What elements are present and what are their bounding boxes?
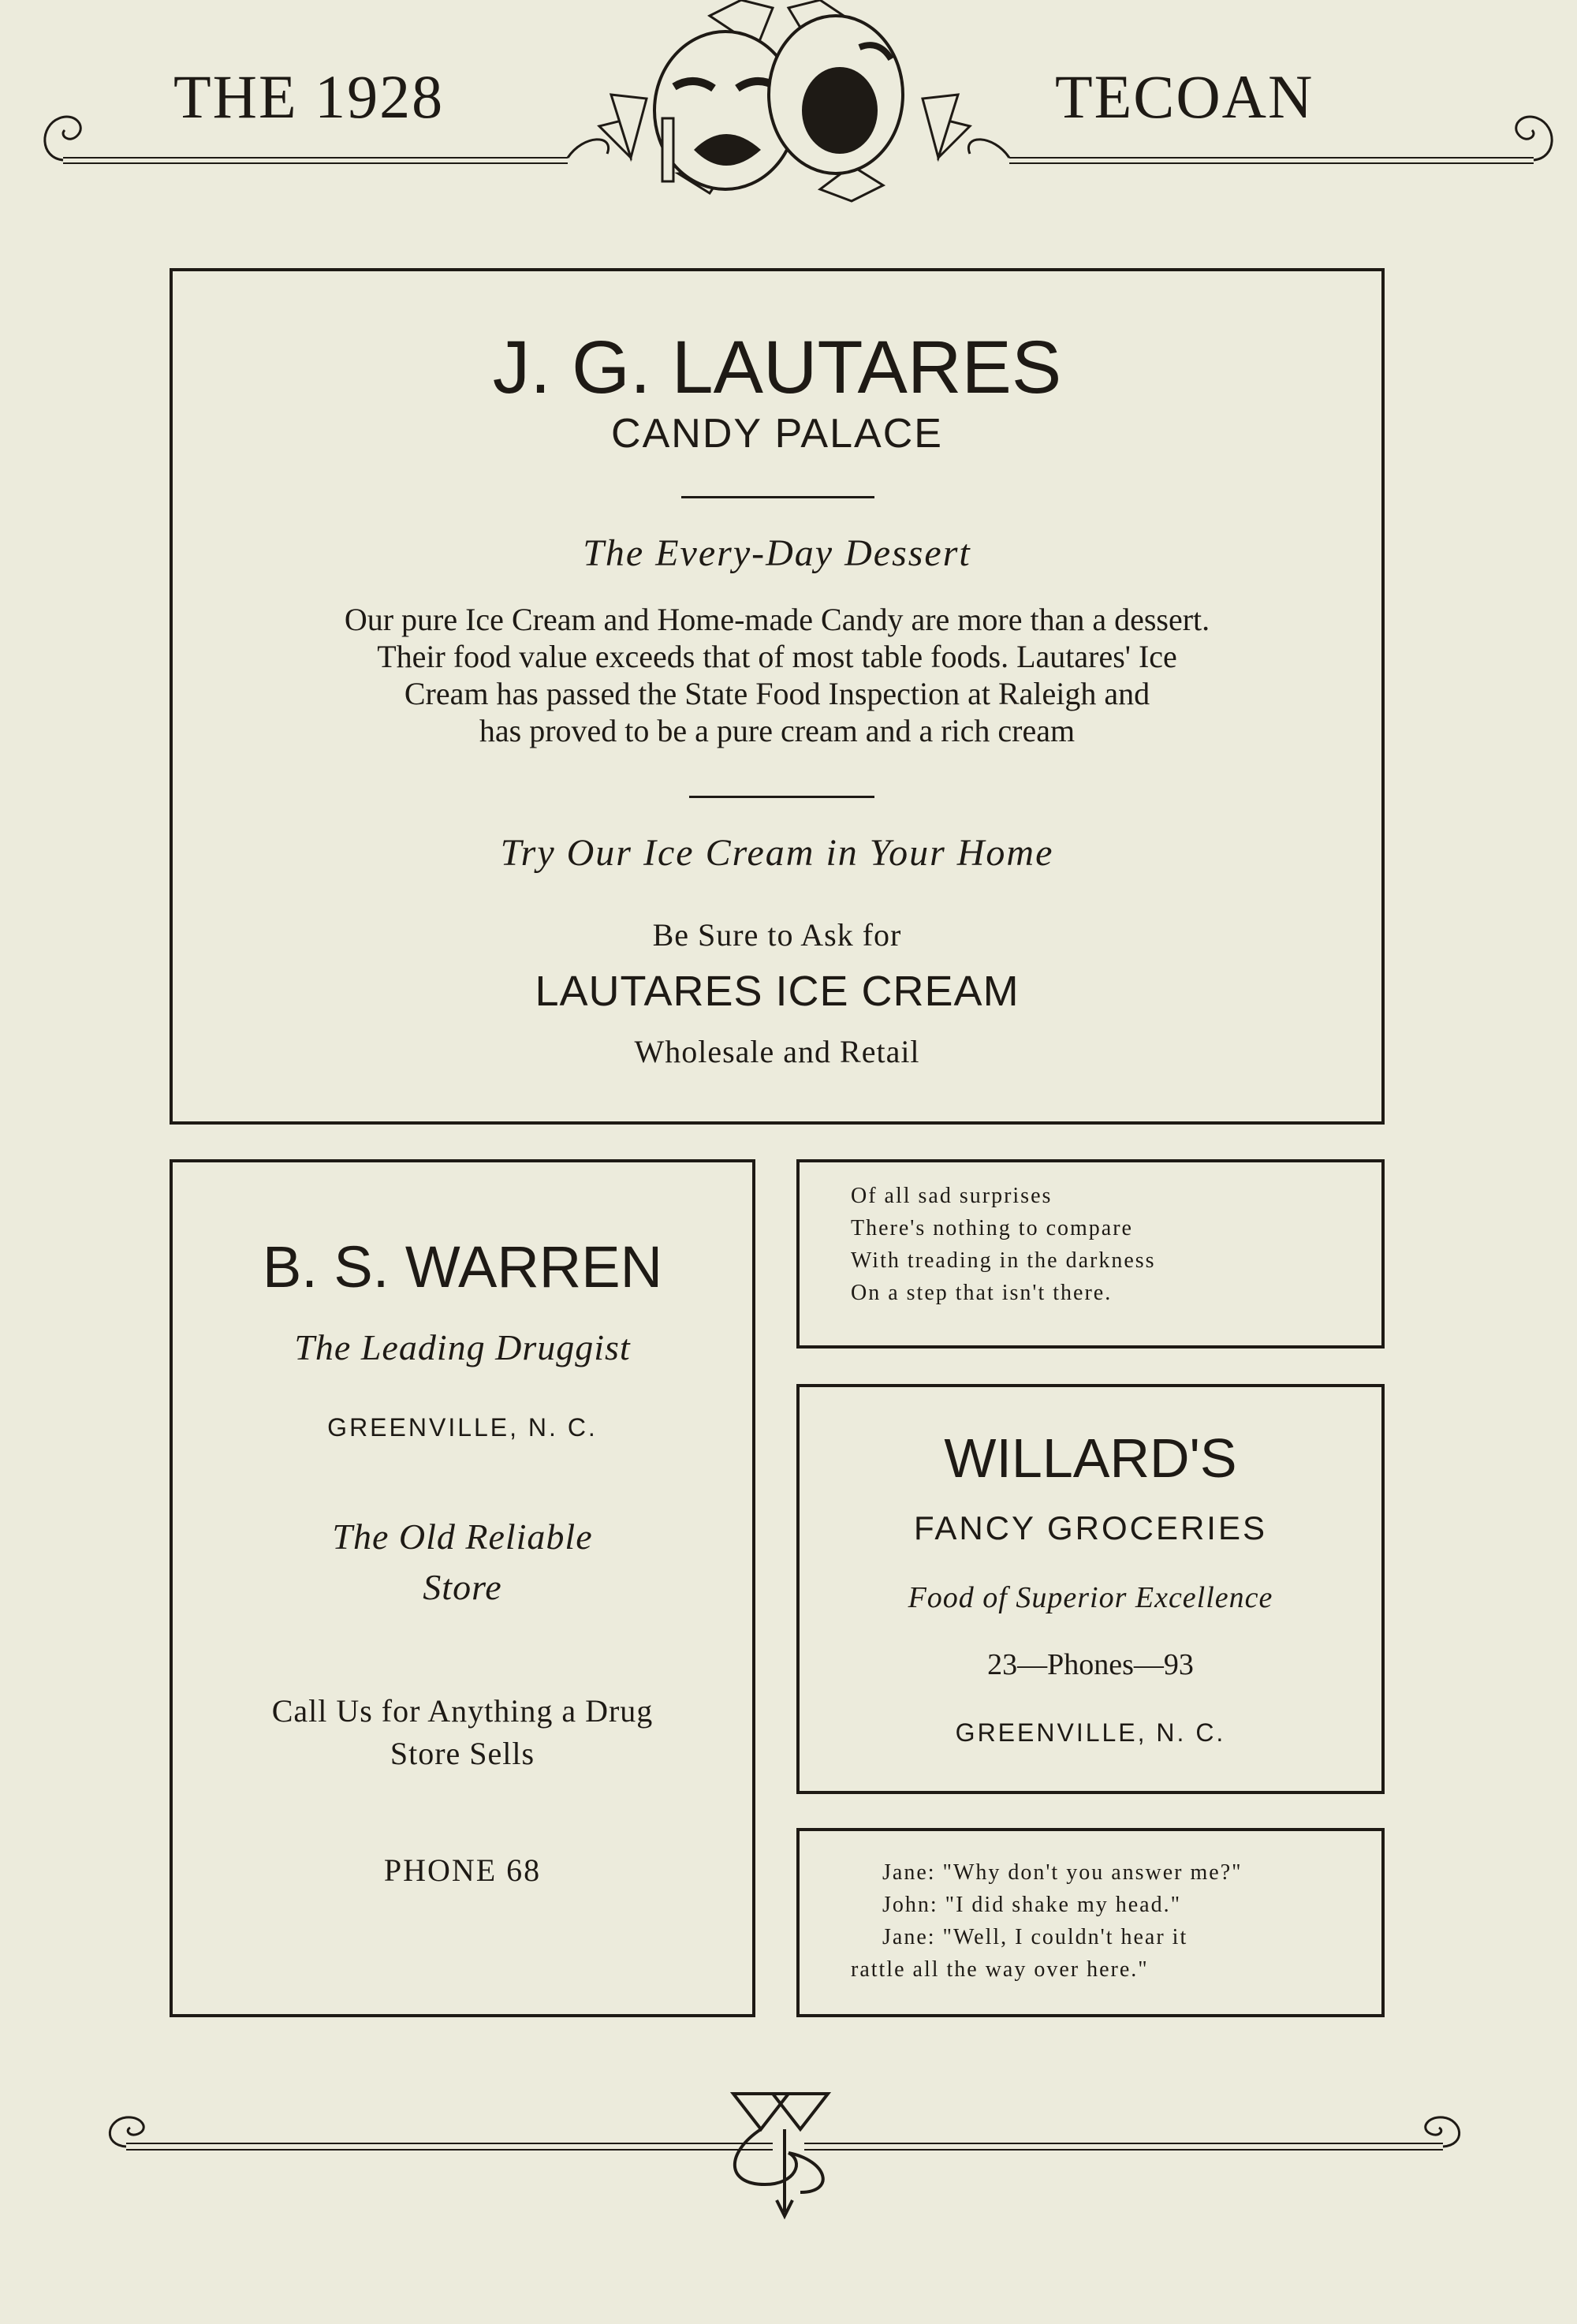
willards-phones: 23—Phones—93 bbox=[987, 1648, 1194, 1681]
lautares-terms: Wholesale and Retail bbox=[634, 1034, 920, 1069]
willards-name: WILLARD'S bbox=[944, 1427, 1237, 1489]
warren-store-line1: The Old Reliable bbox=[332, 1516, 593, 1557]
willards-slogan: Food of Superior Excellence bbox=[908, 1581, 1273, 1614]
poem-line: With treading in the darkness bbox=[851, 1248, 1156, 1273]
monogram-icon bbox=[733, 2094, 828, 2216]
lautares-subtitle: CANDY PALACE bbox=[611, 411, 943, 457]
willards-ad bbox=[796, 1384, 1385, 1794]
joke-line: Jane: "Why don't you answer me?" bbox=[882, 1860, 1243, 1885]
scroll-right-icon bbox=[1516, 117, 1552, 160]
lautares-ad bbox=[170, 268, 1385, 1125]
theater-masks-icon bbox=[654, 16, 903, 189]
warren-call-line2: Store Sells bbox=[390, 1736, 535, 1771]
joke-line: rattle all the way over here." bbox=[851, 1957, 1149, 1982]
lautares-try: Try Our Ice Cream in Your Home bbox=[500, 832, 1054, 874]
poem-line: On a step that isn't there. bbox=[851, 1281, 1113, 1305]
lautares-ask: Be Sure to Ask for bbox=[652, 917, 902, 953]
header-ornament bbox=[32, 0, 1553, 205]
header-title: TECOAN bbox=[1055, 62, 1314, 131]
lautares-body-line: has proved to be a pure cream and a rich cream bbox=[479, 713, 1076, 748]
header-year: THE 1928 bbox=[173, 62, 445, 131]
warren-tagline: The Leading Druggist bbox=[294, 1327, 631, 1367]
lautares-body bbox=[173, 601, 1381, 749]
scroll-left-icon bbox=[110, 2117, 144, 2147]
warren-ad bbox=[170, 1159, 755, 2017]
warren-phone: PHONE 68 bbox=[383, 1852, 542, 1888]
poem-box bbox=[796, 1159, 1385, 1349]
warren-location: GREENVILLE, N. C. bbox=[327, 1413, 598, 1442]
lautares-body-line: Our pure Ice Cream and Home-made Candy are more than a dessert. bbox=[344, 602, 1210, 637]
warren-store-line2: Store bbox=[423, 1567, 502, 1607]
poem-line: There's nothing to compare bbox=[851, 1216, 1133, 1240]
lautares-body-line: Their food value exceeds that of most table foods. Lautares' Ice bbox=[377, 639, 1177, 674]
joke-box bbox=[796, 1828, 1385, 2017]
lautares-body-line: Cream has passed the State Food Inspection at Raleigh and bbox=[404, 676, 1150, 711]
scroll-left-icon bbox=[45, 117, 80, 160]
poem-line: Of all sad surprises bbox=[851, 1184, 1053, 1208]
scroll-right-icon bbox=[1426, 2117, 1460, 2147]
joke-line: John: "I did shake my head." bbox=[882, 1893, 1182, 1917]
divider bbox=[689, 796, 874, 798]
lautares-name: J. G. LAUTARES bbox=[492, 326, 1062, 409]
willards-subtitle: FANCY GROCERIES bbox=[914, 1509, 1267, 1546]
footer-ornament bbox=[95, 2082, 1474, 2224]
joke-line: Jane: "Well, I couldn't hear it bbox=[882, 1925, 1188, 1949]
warren-call-line1: Call Us for Anything a Drug bbox=[271, 1693, 654, 1729]
joke-text bbox=[851, 1856, 1355, 1986]
lautares-product: LAUTARES ICE CREAM bbox=[535, 968, 1020, 1015]
poem-text bbox=[851, 1180, 1156, 1309]
divider bbox=[681, 496, 874, 498]
lautares-slogan: The Every-Day Dessert bbox=[583, 532, 971, 574]
warren-name: B. S. WARREN bbox=[262, 1234, 663, 1300]
willards-location: GREENVILLE, N. C. bbox=[955, 1718, 1226, 1747]
